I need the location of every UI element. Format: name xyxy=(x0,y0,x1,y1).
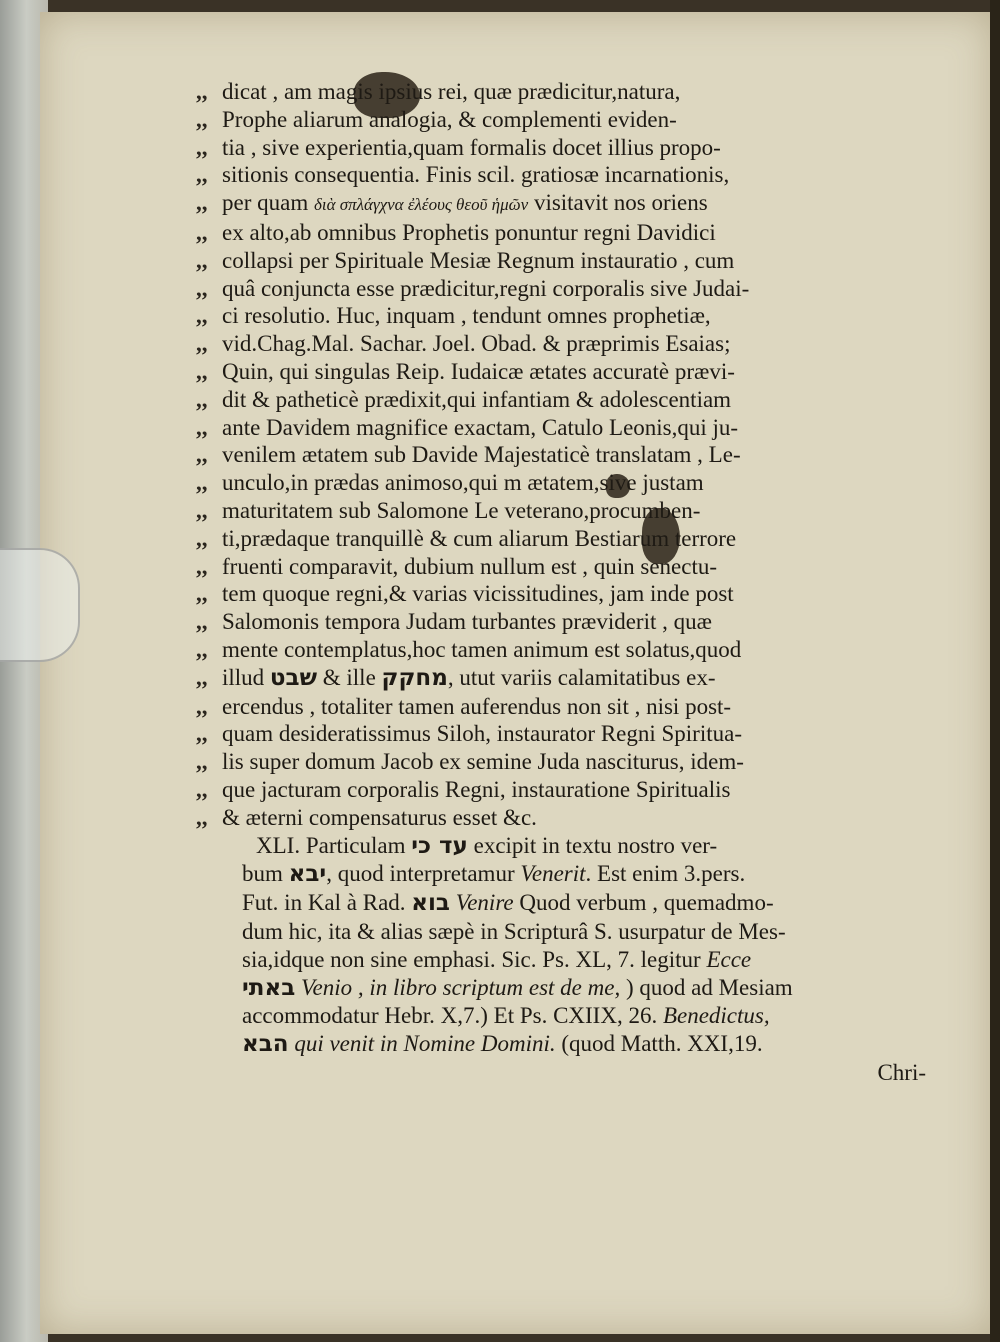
text-line-hebrew: ,, illud שבט & ille מחקק, utut variis calamitatibus ex- xyxy=(196,664,716,691)
text-line: ,, ante Davidem magnifice exactam, Catulo Leonis,qui ju- xyxy=(196,414,739,440)
hebrew-word: באתי xyxy=(242,974,296,1001)
text-line: ,, ercendus , totaliter tamen auferendus non sit , nisi post- xyxy=(196,693,732,719)
hebrew-word: בוא xyxy=(411,890,450,917)
text-line: ,, fruenti comparavit, dubium nullum est , quin senectu- xyxy=(196,553,718,579)
catchword: Chri- xyxy=(877,1059,926,1085)
greek-phrase: διὰ σπλάγχνα ἐλέους θεοῦ ἡμῶν xyxy=(313,195,529,215)
hebrew-word: הבא xyxy=(242,1031,289,1058)
text-line: ,, dit & patheticè prædixit,qui infantiam & adolescentiam xyxy=(196,386,732,412)
paragraph-line: באתי Venio , in libro scriptum est de me, ) quod ad Mesiam xyxy=(242,974,793,1001)
text-line-greek: ,, per quam διὰ σπλάγχνα ἐλέους θεοῦ ἡμῶν visitavit nos oriens xyxy=(196,190,708,216)
right-edge-shadow xyxy=(990,0,1000,1342)
paragraph-line: הבא qui venit in Nomine Domini. (quod Matth. XXI,19. xyxy=(242,1031,763,1058)
paragraph-line: bum יבא, quod interpretamur Venerit. Est enim 3.pers. xyxy=(242,861,746,888)
page-text xyxy=(196,78,956,1087)
paragraph-line: dum hic, ita & alias sæpè in Scripturâ S. usurpatur de Mes- xyxy=(242,918,786,944)
text-line: ,, Prophe aliarum analogia, & complementi eviden- xyxy=(196,106,677,132)
hebrew-word: עד כי xyxy=(411,832,468,859)
text-line: ,, ci resolutio. Huc, inquam , tendunt omnes prophetiæ, xyxy=(196,303,711,329)
text-line: ,, unculo,in prædas animoso,qui m ætatem,sive justam xyxy=(196,470,704,496)
text-line: ,, ex alto,ab omnibus Prophetis ponuntur regni Davidici xyxy=(196,219,716,245)
paragraph-line: Fut. in Kal à Rad. בוא Venire Quod verbum , quemadmo- xyxy=(242,890,774,917)
text-line: ,, ti,prædaque tranquillè & cum aliarum Bestiarum terrore xyxy=(196,525,737,551)
hebrew-word: מחקק xyxy=(381,664,448,691)
text-line: ,, & æterni compensaturus esset &c. xyxy=(196,804,537,830)
text-line: ,, lis super domum Jacob ex semine Juda nasciturus, idem- xyxy=(196,749,744,775)
text-line: ,, que jacturam corporalis Regni, instauratione Spiritualis xyxy=(196,776,731,802)
text-line: ,, tia , sive experientia,quam formalis docet illius propo- xyxy=(196,134,721,160)
text-line: ,, dicat , am magis ipsius rei, quæ prædicitur,natura, xyxy=(196,79,681,104)
text-line: ,, maturitatem sub Salomone Le veterano,procumben- xyxy=(196,497,701,523)
text-line: ,, collapsi per Spirituale Mesiæ Regnum instauratio , cum xyxy=(196,247,735,273)
hebrew-word: יבא xyxy=(288,861,327,888)
text-line: ,, Quin, qui singulas Reip. Iudaicæ ætates accuratè prævi- xyxy=(196,358,735,384)
page-clip xyxy=(0,548,80,662)
text-line: ,, sitionis consequentia. Finis scil. gratiosæ incarnationis, xyxy=(196,162,730,188)
hebrew-word: שבט xyxy=(269,664,318,691)
text-line: ,, Salomonis tempora Judam turbantes præviderit , quæ xyxy=(196,609,712,635)
text-line: ,, tem quoque regni,& varias vicissitudines, jam inde post xyxy=(196,581,734,607)
paragraph-line: sia,idque non sine emphasi. Sic. Ps. XL, 7. legitur Ecce xyxy=(242,946,752,972)
text-line: ,, vid.Chag.Mal. Sachar. Joel. Obad. & præprimis Esaias; xyxy=(196,331,731,357)
text-line: ,, venilem ætatem sub Davide Majestaticè translatam , Le- xyxy=(196,442,741,468)
text-line: ,, quâ conjuncta esse prædicitur,regni corporalis sive Judai- xyxy=(196,275,750,301)
paragraph-line: XLI. Particulam עד כי excipit in textu nostro ver- xyxy=(256,832,718,859)
text-line: ,, mente contemplatus,hoc tamen animum est solatus,quod xyxy=(196,636,742,662)
paragraph-line: accommodatur Hebr. X,7.) Et Ps. CXIIX, 26. Benedictus, xyxy=(242,1003,770,1029)
text-line: ,, quam desideratissimus Siloh, instaurator Regni Spiritua- xyxy=(196,721,742,747)
